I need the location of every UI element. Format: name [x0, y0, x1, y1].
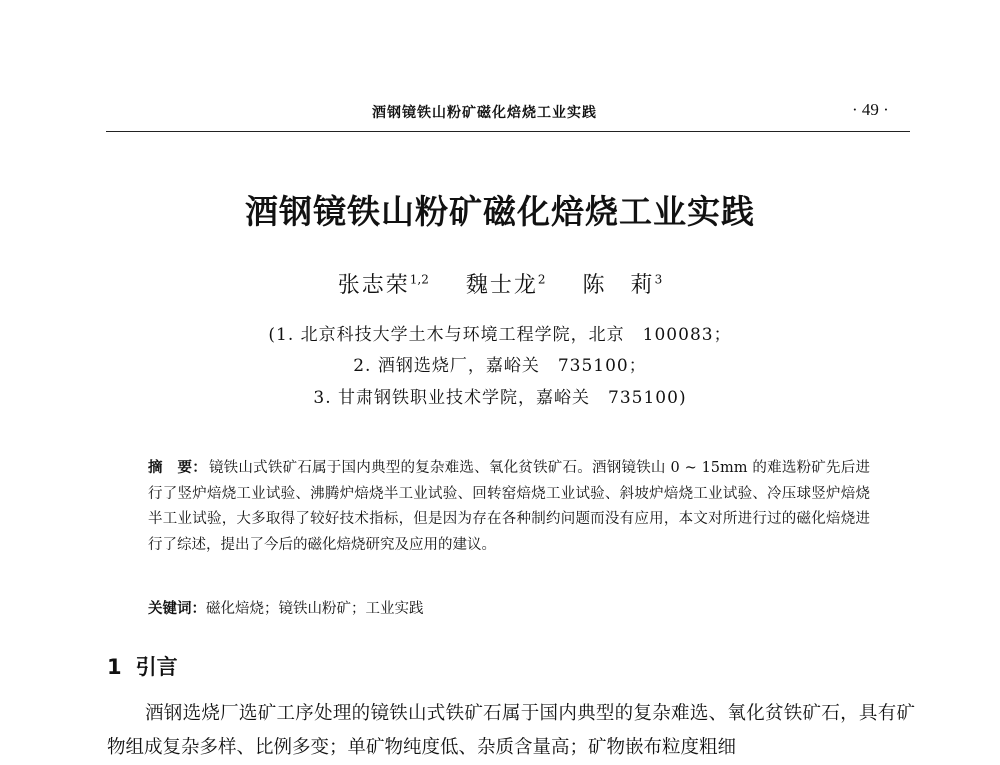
paper-title: 酒钢镜铁山粉矿磁化焙烧工业实践 — [245, 192, 755, 231]
section-number: 1 — [107, 655, 122, 679]
author-name: 张志荣 — [337, 273, 410, 298]
running-head-title: 酒钢镜铁山粉矿磁化焙烧工业实践 — [372, 105, 597, 121]
abstract-text: 镜铁山式铁矿石属于国内典型的复杂难选、氧化贫铁矿石。酒钢镜铁山 0 ~ 15mm 的难选粉矿先后进行了竖炉焙烧工业试验、沸腾炉焙烧半工业试验、回转窑焙烧工业试验、斜坡炉焙烧工业试验、冷压球竖炉焙烧半工业试验，大多取得了较好技术指标，但是因为存在各种制约问题而没有应用，本文对所进行过的磁化焙烧进行了综述，提出了今后的磁化焙烧研究及应用的建议。 — [148, 460, 870, 553]
author — [338, 273, 429, 298]
author-affiliation-mark: 2 — [537, 272, 546, 287]
author-affiliation-mark: 3 — [654, 272, 663, 287]
affiliation-line: 3. 甘肃钢铁职业技术学院，嘉峪关 735100) — [313, 388, 687, 408]
body-paragraph: 酒钢选烧厂选矿工序处理的镜铁山式铁矿石属于国内典型的复杂难选、氧化贫铁矿石，具有矿物组成复杂多样、比例多变；单矿物纯度低、杂质含量高；矿物嵌布粒度粗细 — [107, 703, 915, 758]
author-name: 陈 莉 — [582, 273, 655, 298]
author-affiliation-mark: 1,2 — [409, 272, 429, 287]
page-number: · 49 · — [852, 100, 889, 119]
header-rule — [106, 131, 910, 132]
abstract — [148, 455, 870, 558]
author-list — [0, 268, 1000, 299]
author-name: 魏士龙 — [465, 273, 538, 298]
affiliation-line: (1. 北京科技大学土木与环境工程学院，北京 100083； — [268, 325, 732, 345]
author — [466, 273, 546, 298]
abstract-label: 摘 要： — [148, 459, 207, 476]
author — [583, 273, 663, 298]
running-head — [0, 100, 1000, 124]
affiliation-line: 2. 酒钢选烧厂，嘉峪关 735100； — [353, 356, 647, 376]
section-heading — [107, 651, 178, 681]
keywords-label: 关键词： — [148, 600, 206, 617]
keywords — [148, 597, 870, 618]
section-title: 引言 — [135, 655, 178, 679]
keywords-text: 磁化焙烧；镜铁山粉矿；工业实践 — [206, 601, 424, 617]
